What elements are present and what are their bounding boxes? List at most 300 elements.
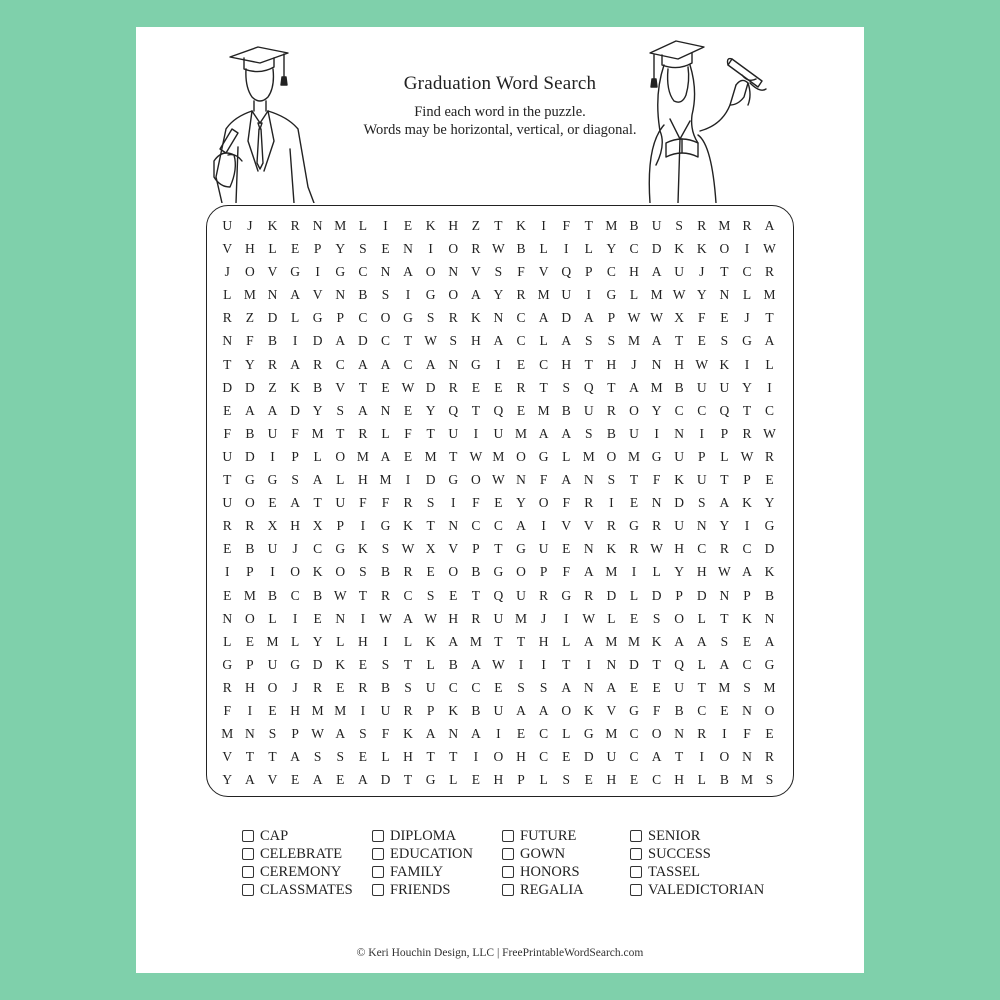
grid-letter[interactable]: E: [268, 495, 277, 511]
grid-letter[interactable]: I: [744, 356, 750, 372]
grid-letter[interactable]: K: [742, 610, 752, 626]
grid-letter[interactable]: J: [292, 679, 298, 695]
grid-letter[interactable]: A: [629, 379, 639, 395]
grid-letter[interactable]: L: [697, 772, 706, 788]
grid-letter[interactable]: N: [448, 356, 459, 372]
grid-letter[interactable]: A: [245, 772, 255, 788]
grid-letter[interactable]: S: [313, 749, 322, 765]
grid-letter[interactable]: G: [425, 287, 436, 303]
grid-letter[interactable]: S: [291, 472, 299, 488]
grid-letter[interactable]: U: [267, 656, 278, 672]
grid-letter[interactable]: E: [290, 772, 300, 788]
grid-letter[interactable]: L: [290, 633, 300, 649]
grid-letter[interactable]: L: [629, 287, 639, 303]
checkbox-icon[interactable]: [372, 884, 384, 896]
grid-letter[interactable]: H: [245, 679, 255, 695]
grid-letter[interactable]: A: [357, 356, 368, 372]
grid-letter[interactable]: D: [583, 749, 594, 765]
grid-letter[interactable]: U: [674, 679, 685, 695]
grid-letter[interactable]: M: [627, 333, 640, 349]
grid-letter[interactable]: X: [312, 518, 323, 534]
grid-letter[interactable]: Q: [493, 587, 504, 603]
grid-letter[interactable]: U: [380, 702, 391, 718]
grid-letter[interactable]: O: [448, 564, 459, 580]
grid-letter[interactable]: M: [221, 726, 234, 742]
grid-letter[interactable]: T: [720, 472, 729, 488]
grid-letter[interactable]: G: [312, 310, 323, 326]
grid-letter[interactable]: M: [537, 402, 550, 418]
grid-letter[interactable]: B: [245, 425, 255, 441]
grid-letter[interactable]: A: [764, 633, 775, 649]
grid-letter[interactable]: I: [450, 495, 456, 511]
grid-letter[interactable]: T: [675, 749, 684, 765]
grid-letter[interactable]: Q: [719, 402, 730, 418]
grid-letter[interactable]: P: [720, 425, 729, 441]
grid-letter[interactable]: M: [627, 448, 640, 464]
word-item[interactable]: [372, 845, 502, 863]
grid-letter[interactable]: D: [222, 379, 233, 395]
grid-letter[interactable]: R: [448, 379, 458, 395]
grid-letter[interactable]: G: [290, 656, 300, 672]
grid-letter[interactable]: A: [764, 218, 775, 233]
grid-letter[interactable]: K: [312, 564, 323, 580]
grid-letter[interactable]: E: [403, 218, 413, 233]
grid-letter[interactable]: O: [470, 472, 481, 488]
grid-letter[interactable]: K: [719, 356, 730, 372]
grid-letter[interactable]: F: [381, 726, 390, 742]
grid-letter[interactable]: A: [516, 518, 526, 534]
grid-letter[interactable]: A: [696, 633, 707, 649]
grid-letter[interactable]: L: [539, 241, 548, 257]
grid-letter[interactable]: T: [449, 448, 458, 464]
grid-letter[interactable]: R: [584, 587, 594, 603]
grid-letter[interactable]: S: [720, 333, 729, 349]
word-item[interactable]: [372, 863, 502, 881]
grid-letter[interactable]: A: [674, 633, 685, 649]
grid-letter[interactable]: D: [245, 448, 255, 464]
word-item[interactable]: [242, 845, 372, 863]
grid-letter[interactable]: N: [312, 218, 323, 233]
grid-letter[interactable]: C: [742, 541, 752, 557]
grid-letter[interactable]: M: [243, 287, 256, 303]
checkbox-icon[interactable]: [502, 848, 514, 860]
grid-letter[interactable]: F: [652, 472, 661, 488]
grid-letter[interactable]: Q: [583, 379, 594, 395]
grid-letter[interactable]: Y: [312, 402, 323, 418]
grid-letter[interactable]: R: [358, 679, 368, 695]
grid-letter[interactable]: K: [290, 379, 300, 395]
grid-letter[interactable]: E: [403, 402, 413, 418]
grid-letter[interactable]: I: [767, 379, 772, 395]
grid-letter[interactable]: P: [336, 310, 345, 326]
grid-letter[interactable]: E: [403, 448, 413, 464]
checkbox-icon[interactable]: [242, 830, 254, 842]
grid-letter[interactable]: U: [267, 425, 278, 441]
grid-letter[interactable]: M: [424, 448, 437, 464]
grid-letter[interactable]: F: [472, 495, 480, 511]
grid-letter[interactable]: H: [606, 772, 617, 788]
grid-letter[interactable]: P: [743, 587, 751, 603]
grid-letter[interactable]: V: [561, 518, 572, 534]
grid-letter[interactable]: G: [222, 656, 233, 672]
grid-letter[interactable]: N: [606, 656, 617, 672]
grid-letter[interactable]: V: [267, 264, 278, 280]
grid-letter[interactable]: S: [743, 679, 751, 695]
grid-letter[interactable]: A: [290, 287, 300, 303]
grid-letter[interactable]: E: [336, 679, 345, 695]
grid-letter[interactable]: D: [561, 310, 572, 326]
grid-letter[interactable]: O: [538, 495, 549, 511]
grid-letter[interactable]: D: [312, 656, 323, 672]
grid-letter[interactable]: C: [358, 264, 368, 280]
grid-letter[interactable]: W: [740, 448, 754, 464]
grid-letter[interactable]: T: [403, 772, 413, 788]
grid-letter[interactable]: W: [650, 541, 663, 557]
grid-letter[interactable]: A: [583, 564, 594, 580]
grid-letter[interactable]: B: [448, 656, 458, 672]
grid-letter[interactable]: A: [538, 702, 549, 718]
grid-letter[interactable]: R: [358, 425, 368, 441]
grid-letter[interactable]: D: [651, 241, 662, 257]
grid-letter[interactable]: X: [425, 541, 436, 557]
grid-letter[interactable]: K: [357, 541, 368, 557]
grid-letter[interactable]: A: [493, 333, 504, 349]
grid-letter[interactable]: W: [424, 610, 438, 626]
grid-letter[interactable]: G: [245, 472, 255, 488]
grid-letter[interactable]: R: [403, 564, 413, 580]
grid-letter[interactable]: M: [243, 587, 256, 603]
grid-letter[interactable]: T: [358, 379, 367, 395]
grid-letter[interactable]: A: [380, 356, 391, 372]
grid-letter[interactable]: O: [335, 564, 346, 580]
grid-letter[interactable]: O: [380, 310, 391, 326]
grid-letter[interactable]: T: [336, 425, 345, 441]
grid-letter[interactable]: M: [515, 425, 528, 441]
grid-letter[interactable]: D: [764, 541, 775, 557]
grid-letter[interactable]: E: [223, 402, 232, 418]
grid-letter[interactable]: A: [335, 333, 346, 349]
grid-letter[interactable]: N: [719, 587, 730, 603]
grid-letter[interactable]: A: [651, 264, 662, 280]
grid-letter[interactable]: U: [629, 425, 639, 441]
grid-letter[interactable]: C: [380, 333, 390, 349]
grid-letter[interactable]: W: [492, 241, 505, 257]
grid-letter[interactable]: A: [538, 310, 549, 326]
grid-letter[interactable]: T: [629, 472, 639, 488]
grid-letter[interactable]: B: [606, 425, 616, 441]
grid-letter[interactable]: Y: [719, 518, 730, 534]
grid-letter[interactable]: R: [697, 726, 707, 742]
grid-letter[interactable]: U: [674, 264, 685, 280]
grid-letter[interactable]: E: [358, 749, 367, 765]
grid-letter[interactable]: A: [357, 402, 368, 418]
grid-letter[interactable]: A: [335, 726, 346, 742]
grid-letter[interactable]: F: [223, 702, 232, 718]
grid-letter[interactable]: O: [629, 402, 639, 418]
grid-letter[interactable]: O: [719, 749, 730, 765]
grid-letter[interactable]: R: [742, 218, 752, 233]
grid-letter[interactable]: U: [516, 587, 526, 603]
grid-letter[interactable]: U: [538, 541, 549, 557]
grid-letter[interactable]: R: [403, 495, 413, 511]
grid-letter[interactable]: N: [380, 402, 391, 418]
word-item[interactable]: [502, 881, 630, 899]
grid-letter[interactable]: A: [245, 402, 255, 418]
grid-letter[interactable]: S: [652, 610, 661, 626]
grid-letter[interactable]: N: [335, 610, 346, 626]
grid-letter[interactable]: S: [517, 679, 525, 695]
grid-letter[interactable]: H: [696, 564, 707, 580]
grid-letter[interactable]: T: [426, 518, 435, 534]
grid-letter[interactable]: A: [290, 495, 300, 511]
grid-letter[interactable]: O: [448, 241, 459, 257]
grid-letter[interactable]: U: [493, 610, 504, 626]
word-item[interactable]: [630, 881, 780, 899]
grid-letter[interactable]: I: [699, 425, 705, 441]
grid-letter[interactable]: P: [743, 472, 751, 488]
grid-letter[interactable]: R: [516, 379, 526, 395]
grid-letter[interactable]: B: [245, 541, 255, 557]
checkbox-icon[interactable]: [502, 884, 514, 896]
grid-letter[interactable]: K: [425, 633, 436, 649]
grid-letter[interactable]: S: [404, 679, 412, 695]
grid-letter[interactable]: S: [720, 633, 729, 649]
grid-letter[interactable]: E: [629, 495, 639, 511]
grid-letter[interactable]: L: [381, 425, 390, 441]
grid-letter[interactable]: R: [245, 518, 255, 534]
grid-letter[interactable]: E: [765, 726, 774, 742]
grid-letter[interactable]: S: [426, 587, 435, 603]
grid-letter[interactable]: T: [223, 472, 232, 488]
grid-letter[interactable]: L: [539, 333, 548, 349]
grid-letter[interactable]: M: [379, 472, 392, 488]
grid-letter[interactable]: E: [223, 541, 232, 557]
grid-letter[interactable]: S: [675, 218, 683, 233]
grid-letter[interactable]: S: [449, 333, 457, 349]
grid-letter[interactable]: A: [380, 448, 391, 464]
grid-letter[interactable]: U: [222, 448, 233, 464]
grid-letter[interactable]: H: [674, 541, 685, 557]
grid-letter[interactable]: W: [627, 310, 641, 326]
grid-letter[interactable]: M: [582, 448, 595, 464]
grid-letter[interactable]: S: [336, 749, 345, 765]
grid-letter[interactable]: N: [696, 518, 707, 534]
grid-letter[interactable]: I: [473, 749, 479, 765]
grid-letter[interactable]: T: [494, 218, 503, 233]
grid-letter[interactable]: Z: [471, 218, 480, 233]
grid-letter[interactable]: T: [494, 633, 503, 649]
grid-letter[interactable]: A: [561, 333, 572, 349]
word-item[interactable]: [502, 827, 630, 845]
grid-letter[interactable]: G: [335, 541, 346, 557]
grid-letter[interactable]: E: [720, 310, 729, 326]
checkbox-icon[interactable]: [630, 848, 642, 860]
grid-letter[interactable]: M: [650, 379, 663, 395]
grid-letter[interactable]: L: [607, 610, 616, 626]
grid-letter[interactable]: O: [606, 448, 617, 464]
grid-letter[interactable]: I: [563, 241, 569, 257]
grid-letter[interactable]: C: [697, 402, 707, 418]
grid-letter[interactable]: L: [539, 772, 548, 788]
grid-letter[interactable]: L: [584, 241, 593, 257]
grid-letter[interactable]: T: [697, 679, 706, 695]
grid-letter[interactable]: H: [448, 610, 459, 626]
grid-letter[interactable]: A: [583, 310, 594, 326]
grid-letter[interactable]: K: [606, 541, 617, 557]
grid-letter[interactable]: M: [605, 633, 618, 649]
grid-letter[interactable]: T: [516, 633, 526, 649]
grid-letter[interactable]: A: [425, 726, 436, 742]
grid-letter[interactable]: A: [561, 679, 572, 695]
grid-letter[interactable]: H: [538, 633, 549, 649]
grid-letter[interactable]: N: [448, 726, 459, 742]
grid-letter[interactable]: A: [312, 472, 323, 488]
grid-letter[interactable]: I: [292, 610, 298, 626]
grid-letter[interactable]: I: [541, 518, 546, 534]
grid-letter[interactable]: T: [426, 425, 435, 441]
grid-letter[interactable]: G: [493, 564, 504, 580]
word-item[interactable]: [502, 863, 630, 881]
grid-letter[interactable]: H: [561, 356, 572, 372]
grid-letter[interactable]: Y: [222, 772, 233, 788]
grid-letter[interactable]: G: [538, 448, 549, 464]
grid-letter[interactable]: D: [245, 379, 255, 395]
grid-letter[interactable]: I: [383, 218, 388, 233]
grid-letter[interactable]: S: [539, 679, 548, 695]
grid-letter[interactable]: R: [629, 541, 639, 557]
grid-letter[interactable]: T: [245, 749, 255, 765]
grid-letter[interactable]: B: [674, 702, 684, 718]
grid-letter[interactable]: C: [403, 587, 413, 603]
grid-letter[interactable]: R: [765, 749, 775, 765]
grid-letter[interactable]: O: [425, 264, 436, 280]
grid-letter[interactable]: F: [381, 495, 390, 511]
grid-letter[interactable]: S: [381, 656, 390, 672]
grid-letter[interactable]: B: [674, 379, 684, 395]
grid-letter[interactable]: P: [246, 564, 254, 580]
grid-letter[interactable]: I: [541, 218, 546, 233]
grid-letter[interactable]: G: [267, 472, 278, 488]
grid-letter[interactable]: V: [312, 287, 323, 303]
grid-letter[interactable]: M: [650, 287, 663, 303]
grid-letter[interactable]: C: [697, 541, 707, 557]
grid-letter[interactable]: D: [606, 587, 617, 603]
grid-letter[interactable]: Z: [268, 379, 277, 395]
grid-letter[interactable]: T: [675, 333, 684, 349]
grid-letter[interactable]: M: [334, 218, 347, 233]
checkbox-icon[interactable]: [630, 884, 642, 896]
grid-letter[interactable]: D: [267, 310, 278, 326]
word-item[interactable]: [372, 827, 502, 845]
grid-letter[interactable]: R: [606, 402, 616, 418]
checkbox-icon[interactable]: [372, 866, 384, 878]
grid-letter[interactable]: H: [674, 356, 685, 372]
grid-letter[interactable]: W: [379, 610, 392, 626]
grid-letter[interactable]: F: [291, 425, 299, 441]
grid-letter[interactable]: Q: [448, 402, 459, 418]
grid-letter[interactable]: G: [516, 541, 526, 557]
grid-letter[interactable]: L: [268, 610, 277, 626]
grid-letter[interactable]: T: [720, 610, 729, 626]
grid-letter[interactable]: R: [471, 610, 481, 626]
grid-letter[interactable]: I: [428, 241, 433, 257]
grid-letter[interactable]: K: [583, 702, 594, 718]
grid-letter[interactable]: M: [605, 726, 618, 742]
grid-letter[interactable]: E: [494, 495, 503, 511]
grid-letter[interactable]: H: [357, 633, 368, 649]
grid-letter[interactable]: P: [291, 448, 299, 464]
grid-letter[interactable]: E: [629, 610, 639, 626]
grid-letter[interactable]: X: [674, 310, 685, 326]
grid-letter[interactable]: D: [380, 772, 391, 788]
grid-letter[interactable]: M: [605, 218, 618, 233]
grid-letter[interactable]: E: [449, 587, 458, 603]
checkbox-icon[interactable]: [242, 884, 254, 896]
grid-letter[interactable]: S: [381, 541, 390, 557]
grid-letter[interactable]: N: [222, 333, 233, 349]
grid-letter[interactable]: I: [541, 656, 546, 672]
word-item[interactable]: [372, 881, 502, 899]
grid-letter[interactable]: M: [469, 633, 482, 649]
grid-letter[interactable]: I: [405, 287, 411, 303]
grid-letter[interactable]: N: [719, 287, 730, 303]
grid-letter[interactable]: P: [472, 541, 480, 557]
grid-letter[interactable]: S: [426, 495, 435, 511]
grid-letter[interactable]: U: [674, 448, 685, 464]
grid-letter[interactable]: V: [222, 241, 233, 257]
grid-letter[interactable]: X: [267, 518, 278, 534]
grid-letter[interactable]: P: [426, 702, 435, 718]
grid-letter[interactable]: S: [698, 495, 706, 511]
grid-letter[interactable]: U: [493, 425, 504, 441]
grid-letter[interactable]: O: [448, 287, 459, 303]
grid-letter[interactable]: E: [584, 772, 593, 788]
grid-letter[interactable]: K: [403, 518, 413, 534]
grid-letter[interactable]: P: [698, 448, 706, 464]
grid-letter[interactable]: A: [290, 749, 300, 765]
grid-letter[interactable]: I: [744, 518, 750, 534]
grid-letter[interactable]: M: [266, 633, 279, 649]
grid-letter[interactable]: L: [449, 772, 458, 788]
grid-letter[interactable]: M: [763, 679, 776, 695]
checkbox-icon[interactable]: [242, 848, 254, 860]
grid-letter[interactable]: F: [562, 564, 570, 580]
grid-letter[interactable]: W: [763, 425, 776, 441]
grid-letter[interactable]: E: [268, 702, 277, 718]
grid-letter[interactable]: W: [492, 472, 505, 488]
grid-letter[interactable]: G: [629, 518, 639, 534]
grid-letter[interactable]: G: [403, 310, 413, 326]
grid-letter[interactable]: P: [336, 518, 345, 534]
grid-letter[interactable]: L: [562, 726, 571, 742]
grid-letter[interactable]: R: [584, 495, 594, 511]
grid-letter[interactable]: G: [764, 518, 775, 534]
grid-letter[interactable]: U: [719, 379, 730, 395]
grid-letter[interactable]: F: [517, 264, 525, 280]
grid-letter[interactable]: L: [697, 656, 706, 672]
grid-letter[interactable]: Y: [493, 287, 504, 303]
word-item[interactable]: [242, 863, 372, 881]
grid-letter[interactable]: I: [496, 356, 501, 372]
grid-letter[interactable]: C: [606, 264, 616, 280]
grid-letter[interactable]: M: [537, 287, 550, 303]
grid-letter[interactable]: P: [291, 726, 299, 742]
grid-letter[interactable]: C: [629, 241, 639, 257]
grid-letter[interactable]: I: [722, 726, 727, 742]
grid-letter[interactable]: R: [539, 587, 549, 603]
grid-letter[interactable]: W: [333, 587, 347, 603]
grid-letter[interactable]: N: [583, 472, 594, 488]
